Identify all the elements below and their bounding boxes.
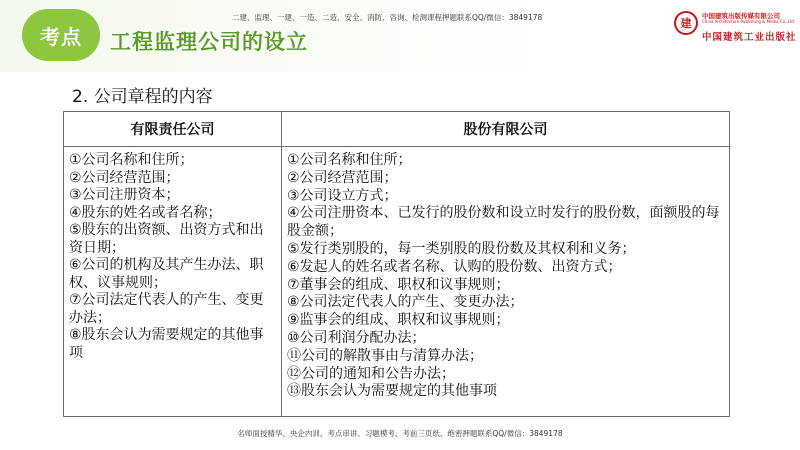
publisher-seal: 中国建筑工业出版社 <box>702 32 797 43</box>
section-heading: 2. 公司章程的内容 <box>72 87 213 107</box>
header-llc: 有限责任公司 <box>64 112 282 147</box>
llc-item: ⑦公司法定代表人的产生、变更办法； <box>69 292 264 326</box>
joint-stock-item: ③公司设立方式； <box>287 187 398 204</box>
joint-stock-item: ⑩公司利润分配办法； <box>287 329 426 346</box>
joint-stock-item: ⑨监事会的组成、职权和议事规则； <box>287 312 510 329</box>
joint-stock-item: ⑫公司的通知和公告办法； <box>287 365 455 382</box>
llc-item: ⑧股东会认为需要规定的其他事项 <box>69 327 264 361</box>
bottom-promo-text: 名师面授精华、央企内训、考点串讲、习题模考、考前三页纸、绝密押题联系QQ/微信：3849178 <box>237 429 563 438</box>
header-joint-stock: 股份有限公司 <box>282 112 730 147</box>
joint-stock-items-cell <box>282 147 730 417</box>
publisher-logo <box>674 11 797 43</box>
llc-item: ①公司名称和住所； <box>69 152 194 168</box>
joint-stock-item: ①公司名称和住所； <box>287 152 412 168</box>
joint-stock-item: ⑪公司的解散事由与清算办法； <box>287 347 483 364</box>
llc-item: ②公司经营范围； <box>69 169 180 186</box>
publisher-name-cn: 中国建筑出版传媒有限公司 <box>702 12 780 20</box>
table-header-row <box>64 112 730 147</box>
llc-item: ⑤股东的出资额、出资方式和出资日期； <box>69 222 264 256</box>
publisher-name-en: China Architecture Publishing & Media Co.,Ltd. <box>702 19 796 24</box>
top-promo-text: 二建、监理、一建、一造、二造、安全、消防、咨询、检测课程押题联系QQ/微信：3849178 <box>232 13 543 22</box>
joint-stock-item: ⑧公司法定代表人的产生、变更办法； <box>287 294 524 311</box>
page-title: 工程监理公司的设立 <box>110 30 308 54</box>
llc-item: ④股东的姓名或者名称； <box>69 204 222 221</box>
joint-stock-item: ⑥发起人的姓名或者名称、认购的股份数、出资方式； <box>287 258 622 275</box>
joint-stock-item: ⑬股东会认为需要规定的其他事项 <box>287 383 497 400</box>
joint-stock-item: ⑦董事会的组成、职权和议事规则； <box>287 276 510 293</box>
table-row <box>64 147 730 417</box>
joint-stock-item: ④公司注册资本、已发行的股份数和设立时发行的股份数，面额股的每股金额； <box>287 205 720 240</box>
llc-items-cell <box>64 147 282 417</box>
publisher-emblem-icon: 建 <box>674 11 698 35</box>
comparison-table <box>63 111 730 417</box>
llc-item: ⑥公司的机构及其产生办法、职权、议事规则； <box>69 257 264 291</box>
llc-item: ③公司注册资本； <box>69 187 180 203</box>
topic-badge: 考点 <box>22 9 100 61</box>
joint-stock-item: ②公司经营范围； <box>287 169 398 186</box>
joint-stock-item: ⑤发行类别股的，每一类别股的股份数及其权利和义务； <box>287 240 636 257</box>
